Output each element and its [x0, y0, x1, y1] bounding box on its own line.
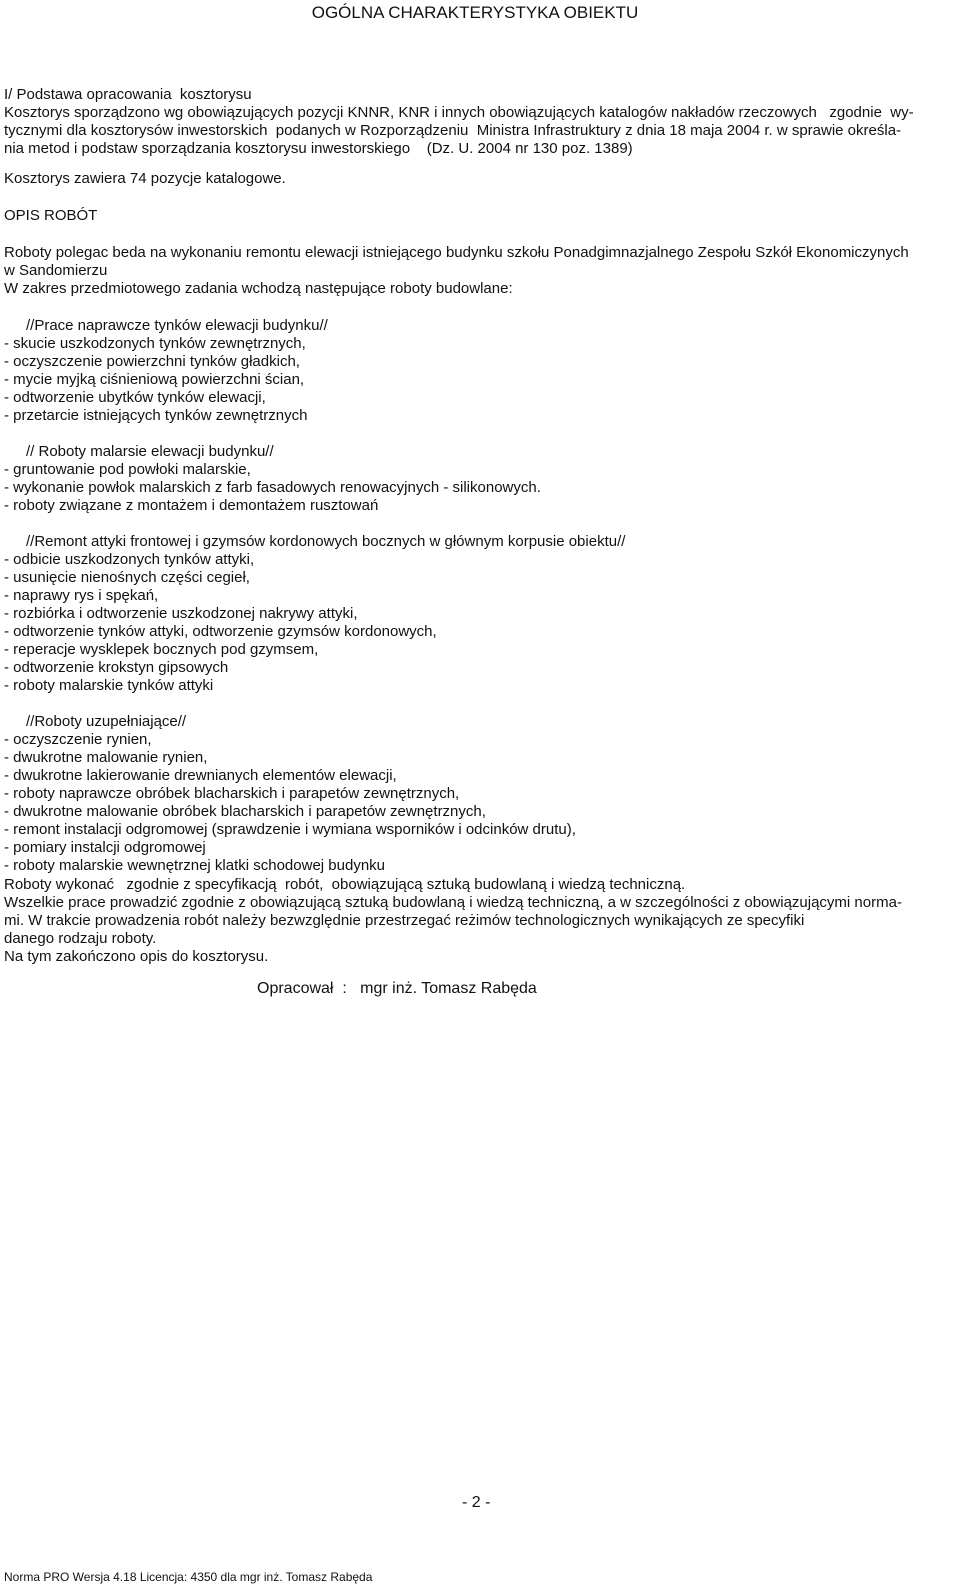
- list-item: - odtworzenie krokstyn gipsowych: [4, 659, 229, 676]
- list-item: - roboty związane z montażem i demontażem rusztowań: [4, 497, 379, 514]
- list-item: - oczyszczenie rynien,: [4, 731, 152, 748]
- section-heading: //Roboty uzupełniające//: [26, 713, 187, 730]
- list-item: - skucie uszkodzonych tynków zewnętrznych,: [4, 335, 306, 352]
- list-item: - reperacje wysklepek bocznych pod gzymsem,: [4, 641, 319, 658]
- page-number: - 2 -: [462, 1494, 491, 1511]
- opis-intro-line: W zakres przedmiotowego zadania wchodzą następujące roboty budowlane:: [4, 280, 513, 297]
- list-item: - mycie myjką ciśnieniową powierzchni ścian,: [4, 371, 305, 388]
- list-item: - odtworzenie tynków attyki, odtworzenie gzymsów kordonowych,: [4, 623, 437, 640]
- signature-line: Opracował : mgr inż. Tomasz Rabęda: [257, 980, 537, 997]
- opis-intro: [4, 244, 948, 298]
- list-item: - odtworzenie ubytków tynków elewacji,: [4, 389, 266, 406]
- intro-line: Kosztorys sporządzono wg obowiązujących pozycji KNNR, KNR i innych obowiązujących katalogów nakładów rzeczowych zgodnie wy-: [4, 104, 914, 121]
- list-item: - rozbiórka i odtworzenie uszkodzonej nakrywy attyki,: [4, 605, 358, 622]
- list-item: - dwukrotne malowanie obróbek blacharskich i parapetów zewnętrznych,: [4, 803, 486, 820]
- list-item: - roboty malarskie wewnętrznej klatki schodowej budynku: [4, 857, 386, 874]
- section-heading: //Remont attyki frontowej i gzymsów kordonowych bocznych w głównym korpusie obiektu//: [26, 533, 626, 550]
- list-item: - dwukrotne lakierowanie drewnianych elementów elewacji,: [4, 767, 397, 784]
- closing-line: Wszelkie prace prowadzić zgodnie z obowiązującą sztuką budowlaną i wiedzą techniczną, a w szczególności z obowiązującymi norma-: [4, 894, 902, 911]
- intro-line: tycznymi dla kosztorysów inwestorskich podanych w Rozporządzeniu Ministra Infrastruktury z dnia 18 maja 2004 r. w sprawie określa-: [4, 122, 902, 139]
- closing-line: Na tym zakończono opis do kosztorysu.: [4, 948, 269, 965]
- intro-line: nia metod i podstaw sporządzania kosztorysu inwestorskiego (Dz. U. 2004 nr 130 poz. 1389): [4, 140, 633, 157]
- list-item: - dwukrotne malowanie rynien,: [4, 749, 208, 766]
- list-item: - remont instalacji odgromowej (sprawdzenie i wymiana wsporników i odcinków drutu),: [4, 821, 576, 838]
- count-line: Kosztorys zawiera 74 pozycje katalogowe.: [4, 170, 286, 187]
- closing-paragraph: [4, 876, 948, 966]
- work-sections: [4, 317, 948, 893]
- list-item: - przetarcie istniejących tynków zewnętrznych: [4, 407, 308, 424]
- list-item: - gruntowanie pod powłoki malarskie,: [4, 461, 251, 478]
- section-facade-painting: [4, 443, 948, 515]
- section-attic-repair: [4, 533, 948, 695]
- opis-intro-line: Roboty polegac beda na wykonaniu remontu elewacji istniejącego budynku szkołu Ponadgimnazjalnego Zespołu Szkół Ekonomiczynych: [4, 244, 909, 261]
- section-heading: // Roboty malarsie elewacji budynku//: [26, 443, 274, 460]
- list-item: - odbicie uszkodzonych tynków attyki,: [4, 551, 255, 568]
- section-facade-plaster-repair: [4, 317, 948, 425]
- closing-line: Roboty wykonać zgodnie z specyfikacją robót, obowiązującą sztuką budowlaną i wiedzą techniczną.: [4, 876, 686, 893]
- list-item: - oczyszczenie powierzchni tynków gładkich,: [4, 353, 300, 370]
- intro-heading: I/ Podstawa opracowania kosztorysu: [4, 86, 252, 103]
- section-heading: //Prace naprawcze tynków elewacji budynku//: [26, 317, 328, 334]
- closing-line: danego rodzaju roboty.: [4, 930, 157, 947]
- intro-section: [4, 86, 948, 158]
- list-item: - wykonanie powłok malarskich z farb fasadowych renowacyjnych - silikonowych.: [4, 479, 541, 496]
- list-item: - usunięcie nienośnych części cegieł,: [4, 569, 250, 586]
- list-item: - roboty naprawcze obróbek blacharskich i parapetów zewnętrznych,: [4, 785, 460, 802]
- closing-line: mi. W trakcie prowadzenia robót należy bezwzględnie przestrzegać reżimów technologicznych wynikających ze specyfiki: [4, 912, 805, 929]
- opis-intro-line: w Sandomierzu: [4, 262, 108, 279]
- footer-license: Norma PRO Wersja 4.18 Licencja: 4350 dla mgr inż. Tomasz Rabęda: [4, 1570, 373, 1584]
- section-supplementary-works: [4, 713, 948, 875]
- list-item: - pomiary instalcji odgromowej: [4, 839, 206, 856]
- list-item: - naprawy rys i spękań,: [4, 587, 159, 604]
- page-title: OGÓLNA CHARAKTERYSTYKA OBIEKTU: [311, 3, 639, 22]
- list-item: - roboty malarskie tynków attyki: [4, 677, 214, 694]
- opis-title: OPIS ROBÓT: [4, 207, 98, 224]
